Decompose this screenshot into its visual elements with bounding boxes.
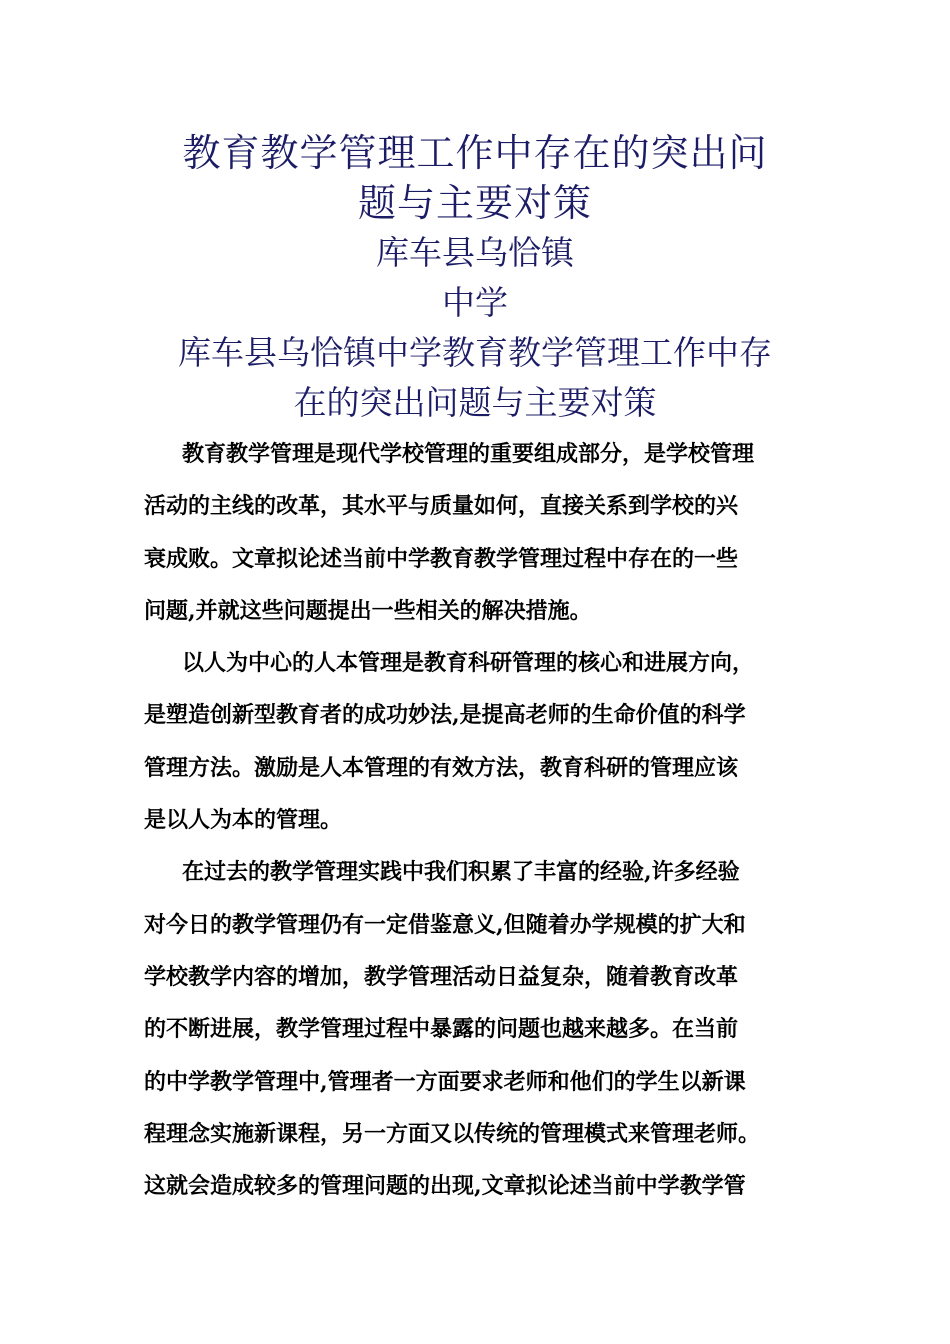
paragraph-line: 的不断进展，教学管理过程中暴露的问题也越来越多。在当前: [144, 1016, 739, 1043]
paragraph-line: 是以人为本的管理。: [144, 807, 343, 834]
org-line-1: 库车县乌恰镇: [376, 233, 574, 272]
organization-name: [140, 228, 810, 328]
paragraph-line: 教育教学管理是现代学校管理的重要组成部分，是学校管理: [182, 441, 755, 467]
title-line-1: 教育教学管理工作中存在的突出问: [182, 131, 768, 175]
paragraph-line: 学校教学内容的增加，教学管理活动日益复杂，随着教育改革: [144, 963, 739, 990]
subtitle-line-1: 库车县乌恰镇中学教育教学管理工作中存: [178, 333, 772, 372]
paragraph-line: 这就会造成较多的管理问题的出现,文章拟论述当前中学教学管: [144, 1173, 746, 1200]
paragraph-line: 是塑造创新型教育者的成功妙法,是提高老师的生命价值的科学: [144, 702, 746, 729]
paragraph-line: 衰成败。文章拟论述当前中学教育教学管理过程中存在的一些: [144, 545, 739, 572]
paragraph-line: 的中学教学管理中,管理者一方面要求老师和他们的学生以新课: [144, 1068, 746, 1095]
paragraph-line: 问题,并就这些问题提出一些相关的解决措施。: [144, 597, 592, 624]
document-title: [140, 128, 810, 228]
paragraph-line: 程理念实施新课程，另一方面又以传统的管理模式来管理老师。: [144, 1120, 761, 1147]
paragraph-line: 以人为中心的人本管理是教育科研管理的核心和进展方向，: [182, 650, 755, 677]
title-line-2: 题与主要对策: [357, 181, 592, 225]
document-body: [144, 428, 814, 1212]
paragraph-3: [144, 846, 814, 1212]
paragraph-line: 在过去的教学管理实践中我们积累了丰富的经验,许多经验: [182, 859, 740, 886]
paragraph-line: 活动的主线的改革，其水平与质量如何，直接关系到学校的兴: [144, 493, 739, 520]
org-line-2: 中学: [442, 283, 508, 322]
paragraph-1: [144, 428, 814, 637]
paragraph-2: [144, 637, 814, 846]
subtitle-line-2: 在的突出问题与主要对策: [293, 383, 657, 422]
heading-block: [140, 128, 810, 428]
document-subtitle: [140, 328, 810, 428]
paragraph-line: 对今日的教学管理仍有一定借鉴意义,但随着办学规模的扩大和: [144, 911, 746, 938]
paragraph-line: 管理方法。激励是人本管理的有效方法，教育科研的管理应该: [144, 754, 739, 781]
